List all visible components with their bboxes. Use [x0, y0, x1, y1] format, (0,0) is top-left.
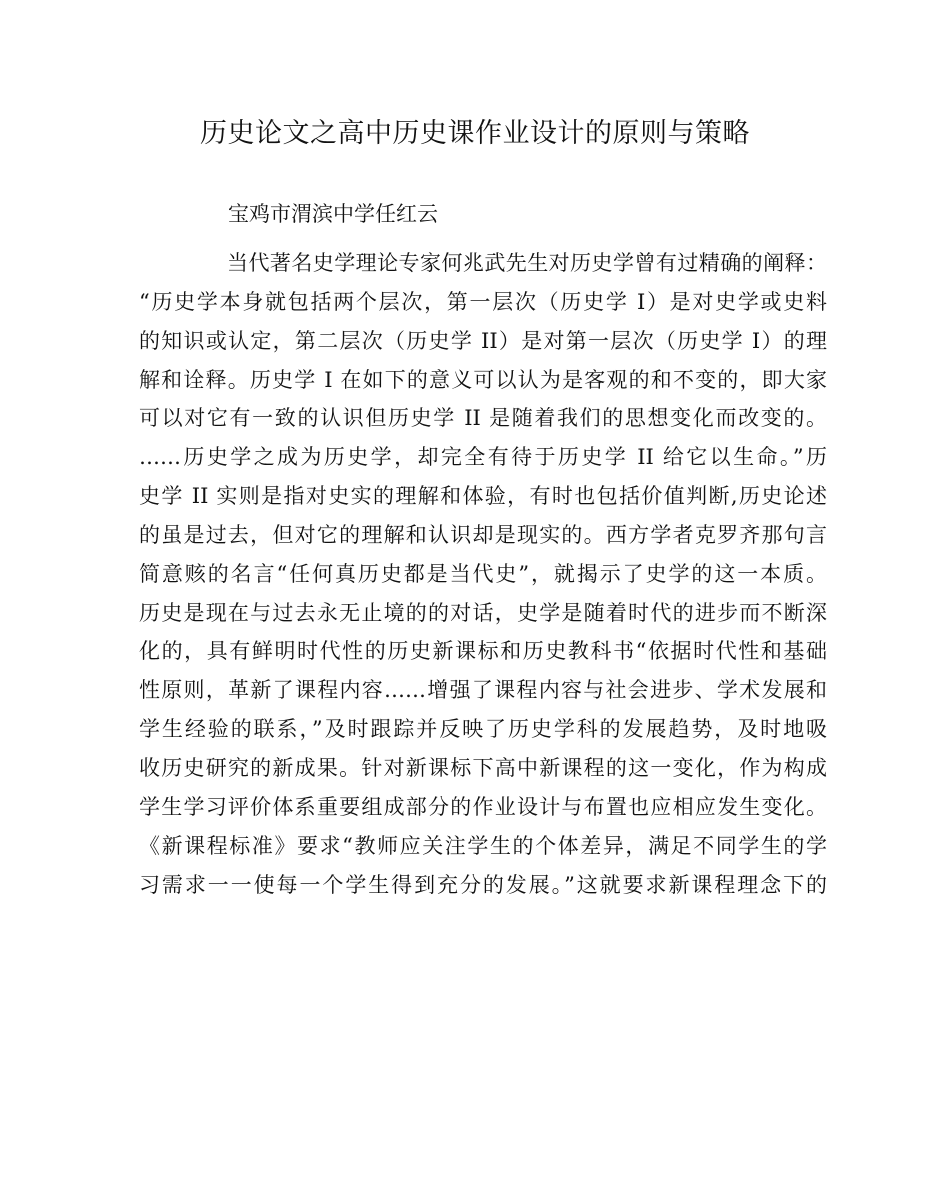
- paragraph-line: 学生学习评价体系重要组成部分的作业设计与布置也应相应发生变化。: [139, 794, 827, 819]
- paragraph-line: 解和诠释。历史学 I 在如下的意义可以认为是客观的和不变的，即大家: [139, 367, 827, 392]
- paragraph-line: 性原则，革新了课程内容……增强了课程内容与社会进步、学术发展和: [139, 678, 827, 703]
- paragraph-line: 可以对它有一致的认识但历史学 II 是随着我们的思想变化而改变的。: [139, 406, 827, 431]
- paragraph-line: 的知识或认定，第二层次（历史学 II）是对第一层次（历史学 I）的理: [139, 328, 827, 353]
- paragraph-line: 《新课程标准》要求“教师应关注学生的个体差异，满足不同学生的学: [139, 833, 827, 858]
- paragraph-line: 简意赅的名言“任何真历史都是当代史”，就揭示了史学的这一本质。: [139, 561, 827, 586]
- document-title: 历史论文之高中历史课作业设计的原则与策略: [200, 118, 750, 149]
- body-paragraph: [139, 244, 827, 904]
- paragraph-line: 的虽是过去，但对它的理解和认识却是现实的。西方学者克罗齐那句言: [139, 522, 827, 547]
- paragraph-line: 当代著名史学理论专家何兆武先生对历史学曾有过精确的阐释：: [227, 251, 827, 275]
- paragraph-line: 历史是现在与过去永无止境的的对话，史学是随着时代的进步而不断深: [139, 600, 827, 625]
- paragraph-line: ……历史学之成为历史学，却完全有待于历史学 II 给它以生命。”历: [139, 445, 827, 470]
- paragraph-line: 化的，具有鲜明时代性的历史新课标和历史教科书“依据时代性和基础: [139, 639, 827, 664]
- paragraph-line: 收历史研究的新成果。针对新课标下高中新课程的这一变化，作为构成: [139, 755, 827, 780]
- paragraph-line: “历史学本身就包括两个层次，第一层次（历史学 I）是对史学或史料: [139, 289, 827, 314]
- paragraph-line: 史学 II 实则是指对史实的理解和体验，有时也包括价值判断,历史论述: [139, 484, 827, 509]
- paragraph-line: 学生经验的联系，”及时跟踪并反映了历史学科的发展趋势，及时地吸: [139, 717, 827, 742]
- paragraph-line: 习需求一一使每一个学生得到充分的发展。”这就要求新课程理念下的: [139, 872, 827, 897]
- author-line: 宝鸡市渭滨中学任红云: [228, 202, 438, 226]
